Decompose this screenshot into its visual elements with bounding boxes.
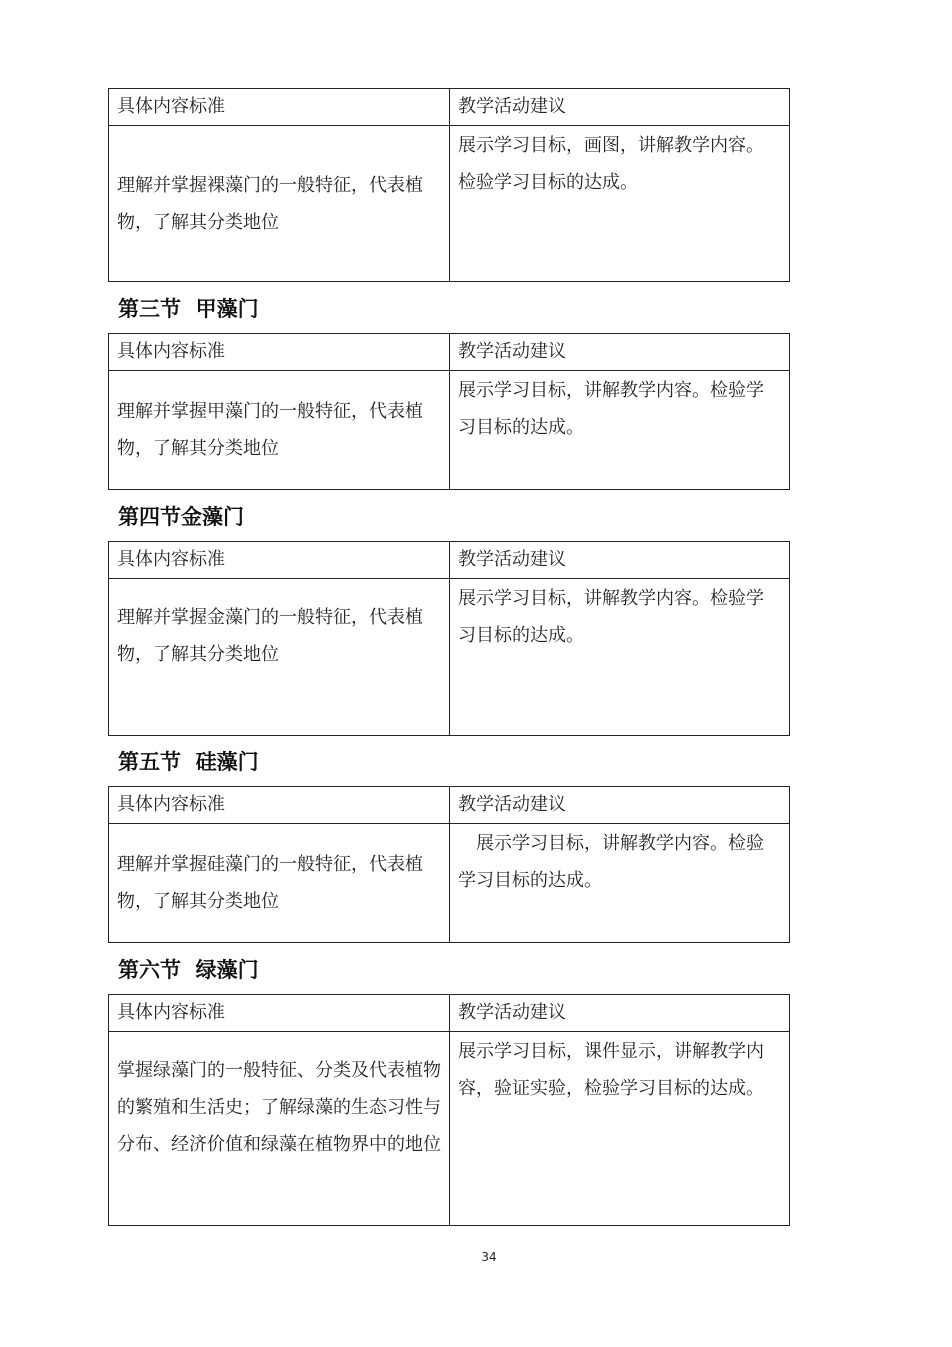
- cell-standard: 掌握绿藻门的一般特征、分类及代表植物的繁殖和生活史；了解绿藻的生态习性与分布、经济价值和绿藻在植物界中的地位: [109, 1032, 450, 1226]
- header-standard: 具体内容标准: [109, 995, 450, 1032]
- header-standard: 具体内容标准: [109, 542, 450, 579]
- content-table-chrysophyta: [108, 541, 790, 736]
- cell-activity: 展示学习目标，画图，讲解教学内容。检验学习目标的达成。: [450, 126, 790, 282]
- content-table-pyrrophyta: [108, 333, 790, 490]
- cell-activity: 展示学习目标，讲解教学内容。检验学习目标的达成。: [450, 579, 790, 736]
- content-table-bacillariophyta: [108, 786, 790, 943]
- header-activity: 教学活动建议: [450, 89, 790, 126]
- cell-standard: 理解并掌握硅藻门的一般特征，代表植物，了解其分类地位: [109, 824, 450, 943]
- page-number: 34: [481, 1250, 497, 1264]
- section-title-chlorophyta: 第六节 绿藻门: [118, 958, 259, 982]
- header-activity: 教学活动建议: [450, 542, 790, 579]
- cell-standard: 理解并掌握裸藻门的一般特征，代表植物，了解其分类地位: [109, 126, 450, 282]
- section-title-bacillariophyta: 第五节 硅藻门: [118, 750, 259, 774]
- header-activity: 教学活动建议: [450, 787, 790, 824]
- header-standard: 具体内容标准: [109, 787, 450, 824]
- header-activity: 教学活动建议: [450, 995, 790, 1032]
- cell-activity: 展示学习目标，讲解教学内容。检验学习目标的达成。: [450, 371, 790, 490]
- header-standard: 具体内容标准: [109, 334, 450, 371]
- header-activity: 教学活动建议: [450, 334, 790, 371]
- header-standard: 具体内容标准: [109, 89, 450, 126]
- cell-activity: 展示学习目标，课件显示，讲解教学内容，验证实验，检验学习目标的达成。: [450, 1032, 790, 1226]
- section-title-chrysophyta: 第四节金藻门: [118, 505, 244, 529]
- cell-standard: 理解并掌握金藻门的一般特征，代表植物，了解其分类地位: [109, 579, 450, 736]
- content-table-chlorophyta: [108, 994, 790, 1226]
- cell-standard: 理解并掌握甲藻门的一般特征，代表植物，了解其分类地位: [109, 371, 450, 490]
- cell-activity: 展示学习目标，讲解教学内容。检验学习目标的达成。: [450, 824, 790, 943]
- content-table-euglenophyta: [108, 88, 790, 282]
- section-title-pyrrophyta: 第三节 甲藻门: [118, 297, 259, 321]
